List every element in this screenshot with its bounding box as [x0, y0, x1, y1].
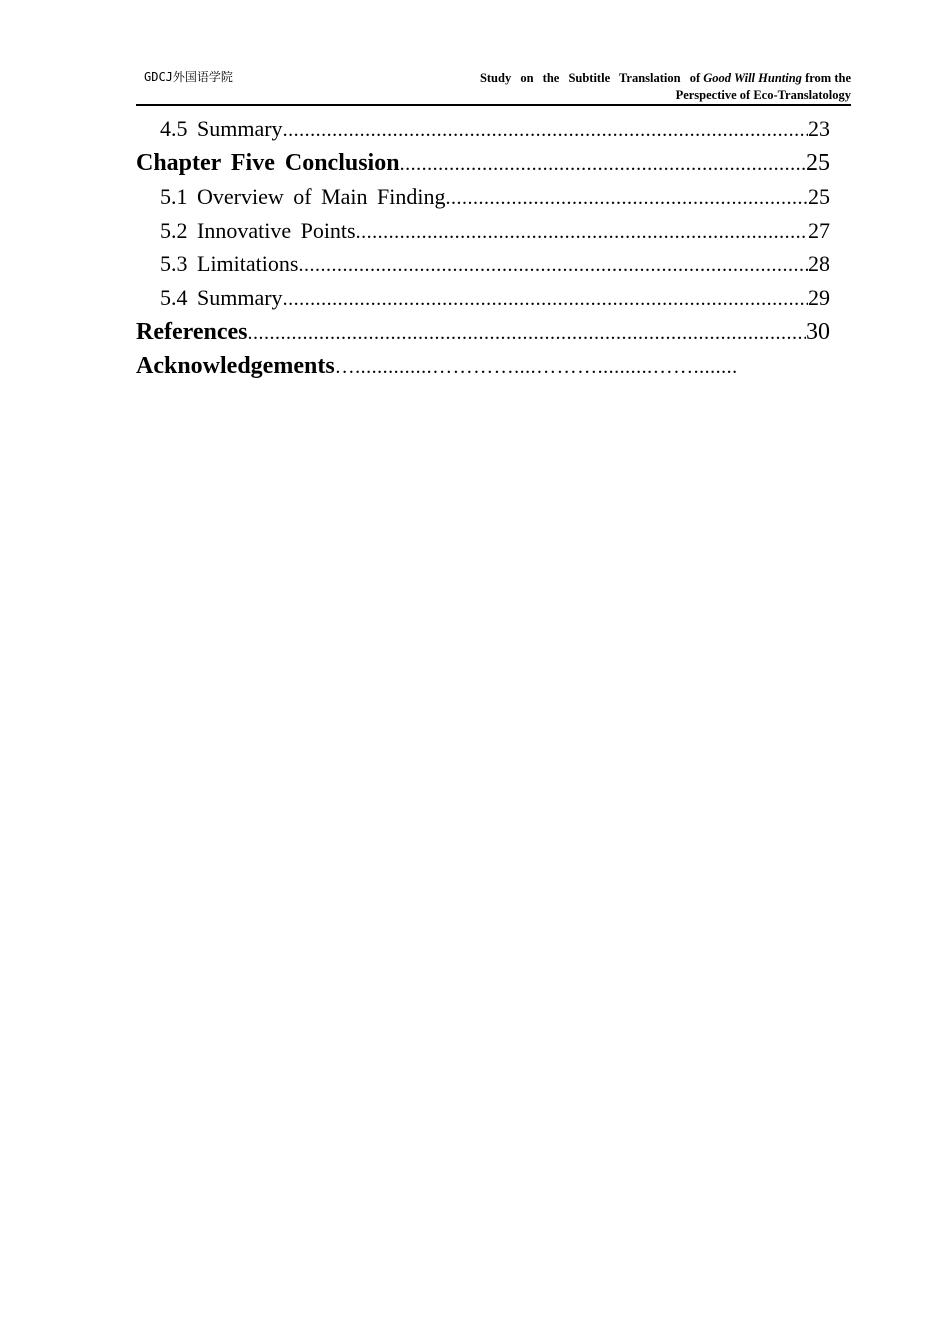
header-title: [421, 70, 851, 104]
toc-entry-5-4-summary[interactable]: [136, 285, 830, 319]
toc-dot-leader: [248, 322, 807, 345]
header-title-prefix: Study on the Subtitle Translation of: [479, 71, 701, 85]
header-title-film: Good Will Hunting: [703, 71, 802, 85]
table-of-contents: [136, 116, 830, 387]
toc-dot-leader: [298, 254, 808, 277]
toc-entry-5-2-innovative-points[interactable]: [136, 218, 830, 252]
toc-entry-page: 29: [808, 284, 830, 310]
toc-entry-page: 27: [808, 217, 830, 243]
toc-dot-leader: [356, 221, 808, 244]
toc-entry-5-1-overview[interactable]: [136, 184, 830, 218]
toc-entry-page: 25: [806, 149, 830, 176]
header-institution: GDCJ外国语学院: [144, 70, 233, 84]
toc-entry-label: Chapter Five Conclusion: [136, 149, 400, 176]
toc-entry-label: 4.5 Summary: [160, 116, 283, 141]
toc-entry-page: 30: [806, 318, 830, 345]
header-title-suffix: from the: [805, 71, 851, 85]
page-header: [136, 66, 851, 106]
toc-dot-leader: [445, 187, 808, 210]
toc-dot-leader: [283, 288, 808, 311]
toc-entry-4-5-summary[interactable]: [136, 116, 830, 150]
header-title-line1: [421, 70, 851, 87]
toc-entry-references[interactable]: [136, 319, 830, 353]
header-title-line2: Perspective of Eco-Translatology: [675, 88, 851, 102]
toc-entry-page: 25: [808, 183, 830, 209]
toc-entry-label: 5.4 Summary: [160, 284, 283, 310]
toc-entry-label: References: [136, 318, 248, 345]
toc-entry-page: 23: [808, 116, 830, 141]
toc-entry-5-3-limitations[interactable]: [136, 251, 830, 285]
toc-dot-leader: [400, 153, 806, 176]
toc-entry-label: 5.2 Innovative Points: [160, 217, 356, 243]
toc-entry-chapter-five[interactable]: [136, 150, 830, 184]
toc-entry-label: Acknowledgements: [136, 352, 335, 379]
toc-entry-label: 5.1 Overview of Main Finding: [160, 183, 446, 209]
toc-entry-page: 28: [808, 251, 830, 277]
toc-dot-leader: [283, 119, 808, 142]
toc-entry-label: 5.3 Limitations: [160, 251, 299, 277]
toc-dot-leader: [335, 356, 795, 379]
toc-entry-acknowledgements[interactable]: [136, 353, 830, 387]
